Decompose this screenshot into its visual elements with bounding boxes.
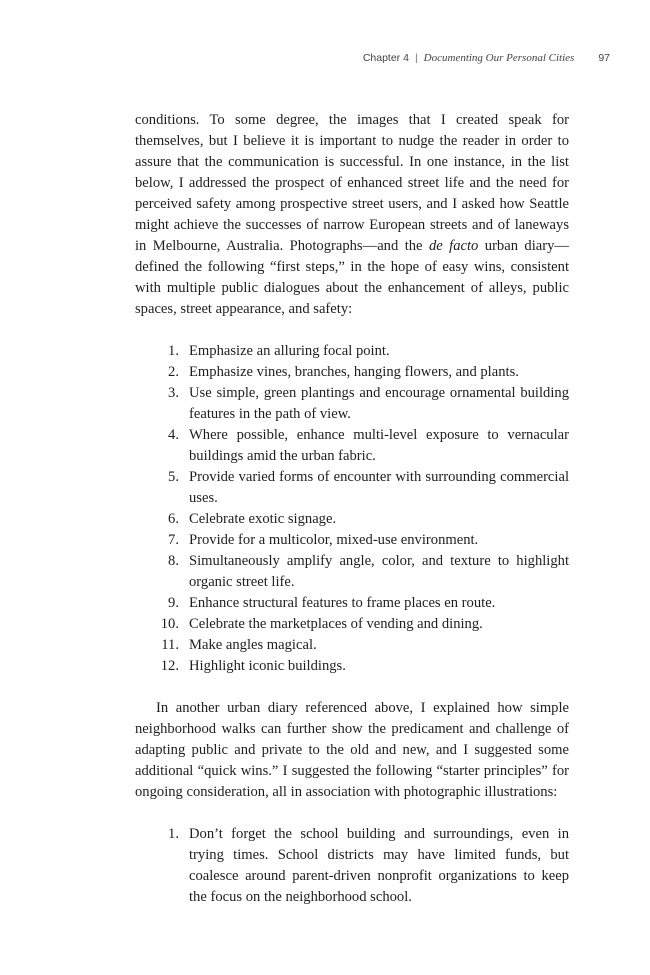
list-item-number: 6. (168, 511, 179, 527)
chapter-title: Documenting Our Personal Cities (423, 52, 575, 64)
list-item-number: 11. (161, 637, 179, 653)
list-item-number: 10. (160, 616, 179, 632)
list-item-number: 8. (168, 553, 179, 569)
list-item-number: 2. (168, 364, 179, 380)
list-item (135, 509, 569, 530)
list-item-text: Provide varied forms of encounter with surrounding commercial uses. (189, 469, 569, 506)
list-item (135, 824, 569, 908)
list-item-text: Celebrate the marketplaces of vending and dining. (189, 616, 483, 632)
list-item-text: Where possible, enhance multi-level exposure to vernacular buildings amid the urban fabric. (189, 427, 569, 464)
list-item (135, 425, 569, 467)
list-item-text: Make angles magical. (189, 637, 317, 653)
list-item-text: Don’t forget the school building and surroundings, even in trying times. School districts may have limited funds, but coalesce around parent-driven nonprofit organizations to keep the focus on the neighborhood school. (189, 826, 569, 905)
list-item-text: Highlight iconic buildings. (189, 658, 346, 674)
list-item-text: Enhance structural features to frame places en route. (189, 595, 496, 611)
list-item (135, 593, 569, 614)
page-body (135, 110, 569, 908)
list-item (135, 614, 569, 635)
list-item (135, 467, 569, 509)
list-item (135, 341, 569, 362)
list-item-number: 7. (168, 532, 179, 548)
page-number: 97 (598, 52, 610, 64)
list-item-text: Emphasize vines, branches, hanging flowers, and plants. (189, 364, 519, 380)
list-item (135, 530, 569, 551)
list-item (135, 551, 569, 593)
list-item (135, 362, 569, 383)
list-item-text: Celebrate exotic signage. (189, 511, 337, 527)
paragraph-2: In another urban diary referenced above, I explained how simple neighborhood walks can further show the predicament and challenge of adapting public and private to the old and new, and I suggested some additional “quick wins.” I suggested the following “starter principles” for ongoing consideration, all in association with photographic illustrations: (135, 700, 569, 800)
list-item (135, 383, 569, 425)
list-item (135, 656, 569, 677)
list-item-text: Simultaneously amplify angle, color, and texture to highlight organic street life. (189, 553, 569, 590)
list-item-text: Emphasize an alluring focal point. (189, 343, 390, 359)
list-item-number: 4. (168, 427, 179, 443)
list-item-text: Provide for a multicolor, mixed-use environment. (189, 532, 479, 548)
list-item-number: 3. (168, 385, 179, 401)
list-item-number: 5. (168, 469, 179, 485)
starter-principles-list (135, 824, 569, 908)
header-separator: | (414, 52, 418, 64)
list-item-number: 9. (168, 595, 179, 611)
running-header (363, 52, 610, 64)
list-item-number: 12. (160, 658, 179, 674)
list-item-text: Use simple, green plantings and encourage ornamental building features in the path of view. (189, 385, 569, 422)
italic-phrase: de facto (428, 238, 479, 254)
chapter-label: Chapter 4 (362, 52, 409, 64)
list-item-number: 1. (168, 826, 179, 842)
first-steps-list (135, 341, 569, 677)
paragraph-1: conditions. To some degree, the images that I created speak for themselves, but I believe it is important to nudge the reader in order to assure that the communication is successful. In one instance, in the list below, I addressed the prospect of enhanced street life and the need for perceived safety among prospective street users, and I asked how Seattle might achieve the successes of narrow European streets and of laneways in Melbourne, Australia. Photographs—and the de facto urban diary—defined the following “first steps,” in the hope of easy wins, consistent with multiple public dialogues about the enhancement of alleys, public spaces, street appearance, and safety: (135, 112, 569, 317)
list-item-number: 1. (168, 343, 179, 359)
list-item (135, 635, 569, 656)
